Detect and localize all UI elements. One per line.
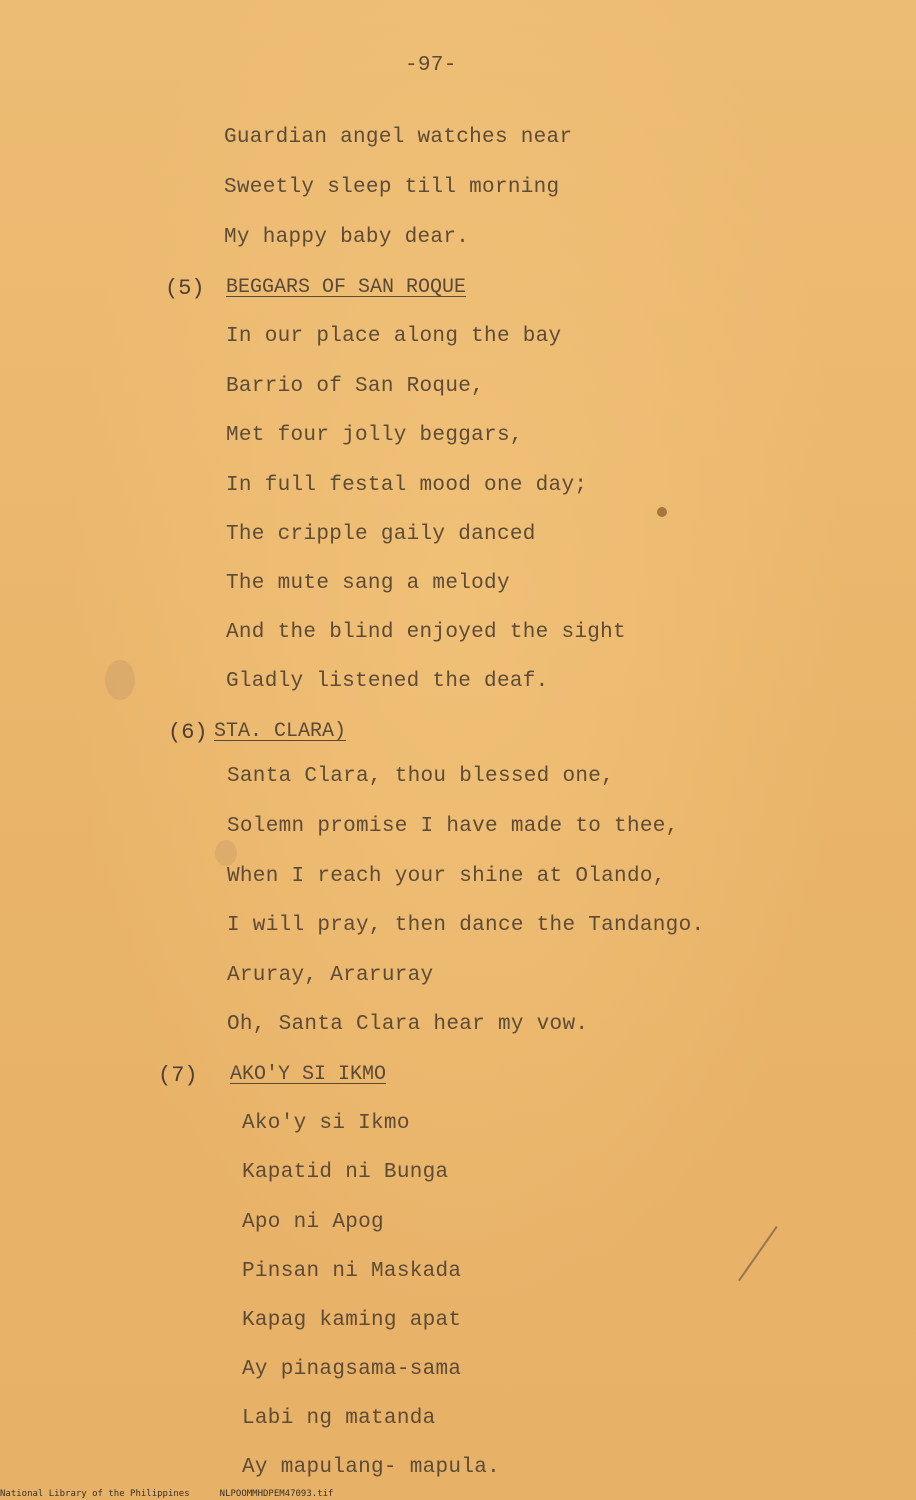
verse-line: Oh, Santa Clara hear my vow. bbox=[227, 1013, 589, 1036]
verse-line: The cripple gaily danced bbox=[226, 523, 536, 546]
verse-line: Aruray, Araruray bbox=[227, 964, 434, 987]
paper-smudge bbox=[105, 660, 135, 700]
section-number: (6) bbox=[168, 720, 208, 745]
verse-line: Labi ng matanda bbox=[242, 1407, 436, 1430]
verse-line: And the blind enjoyed the sight bbox=[226, 621, 626, 644]
scan-footer bbox=[0, 1489, 363, 1499]
section-number: (5) bbox=[165, 276, 205, 301]
verse-line: Gladly listened the deaf. bbox=[226, 670, 549, 693]
verse-line: The mute sang a melody bbox=[226, 572, 510, 595]
verse-line: Pinsan ni Maskada bbox=[242, 1260, 462, 1283]
verse-line: Barrio of San Roque, bbox=[226, 375, 485, 398]
verse-line: In our place along the bay bbox=[226, 325, 562, 348]
verse-line: Solemn promise I have made to thee, bbox=[227, 815, 679, 838]
verse-line: Santa Clara, thou blessed one, bbox=[227, 765, 615, 788]
verse-line: I will pray, then dance the Tandango. bbox=[227, 914, 705, 937]
verse-line: My happy baby dear. bbox=[224, 226, 470, 249]
verse-line: Ay pinagsama-sama bbox=[242, 1358, 462, 1381]
verse-line: When I reach your shine at Olando, bbox=[227, 865, 666, 888]
verse-line: Guardian angel watches near bbox=[224, 126, 573, 149]
paper-smudge bbox=[215, 840, 237, 866]
verse-line: Ay mapulang- mapula. bbox=[242, 1456, 501, 1479]
ink-stain bbox=[657, 507, 667, 517]
verse-line: Ako'y si Ikmo bbox=[242, 1112, 410, 1135]
verse-line: Met four jolly beggars, bbox=[226, 424, 523, 447]
section-title: BEGGARS OF SAN ROQUE bbox=[226, 276, 467, 299]
footer-filename: NLPOOMMHDPEM47093.tif bbox=[219, 1489, 334, 1499]
verse-line: Kapag kaming apat bbox=[242, 1309, 462, 1332]
section-title: AKO'Y SI IKMO bbox=[230, 1063, 387, 1086]
verse-line: Apo ni Apog bbox=[242, 1211, 384, 1234]
footer-library: National Library of the Philippines bbox=[0, 1489, 190, 1499]
pencil-mark bbox=[738, 1226, 777, 1281]
verse-line: Sweetly sleep till morning bbox=[224, 176, 560, 199]
section-title: STA. CLARA) bbox=[214, 720, 347, 743]
section-number: (7) bbox=[158, 1063, 198, 1088]
verse-line: In full festal mood one day; bbox=[226, 474, 588, 497]
verse-line: Kapatid ni Bunga bbox=[242, 1161, 449, 1184]
page-number: -97- bbox=[405, 54, 457, 77]
